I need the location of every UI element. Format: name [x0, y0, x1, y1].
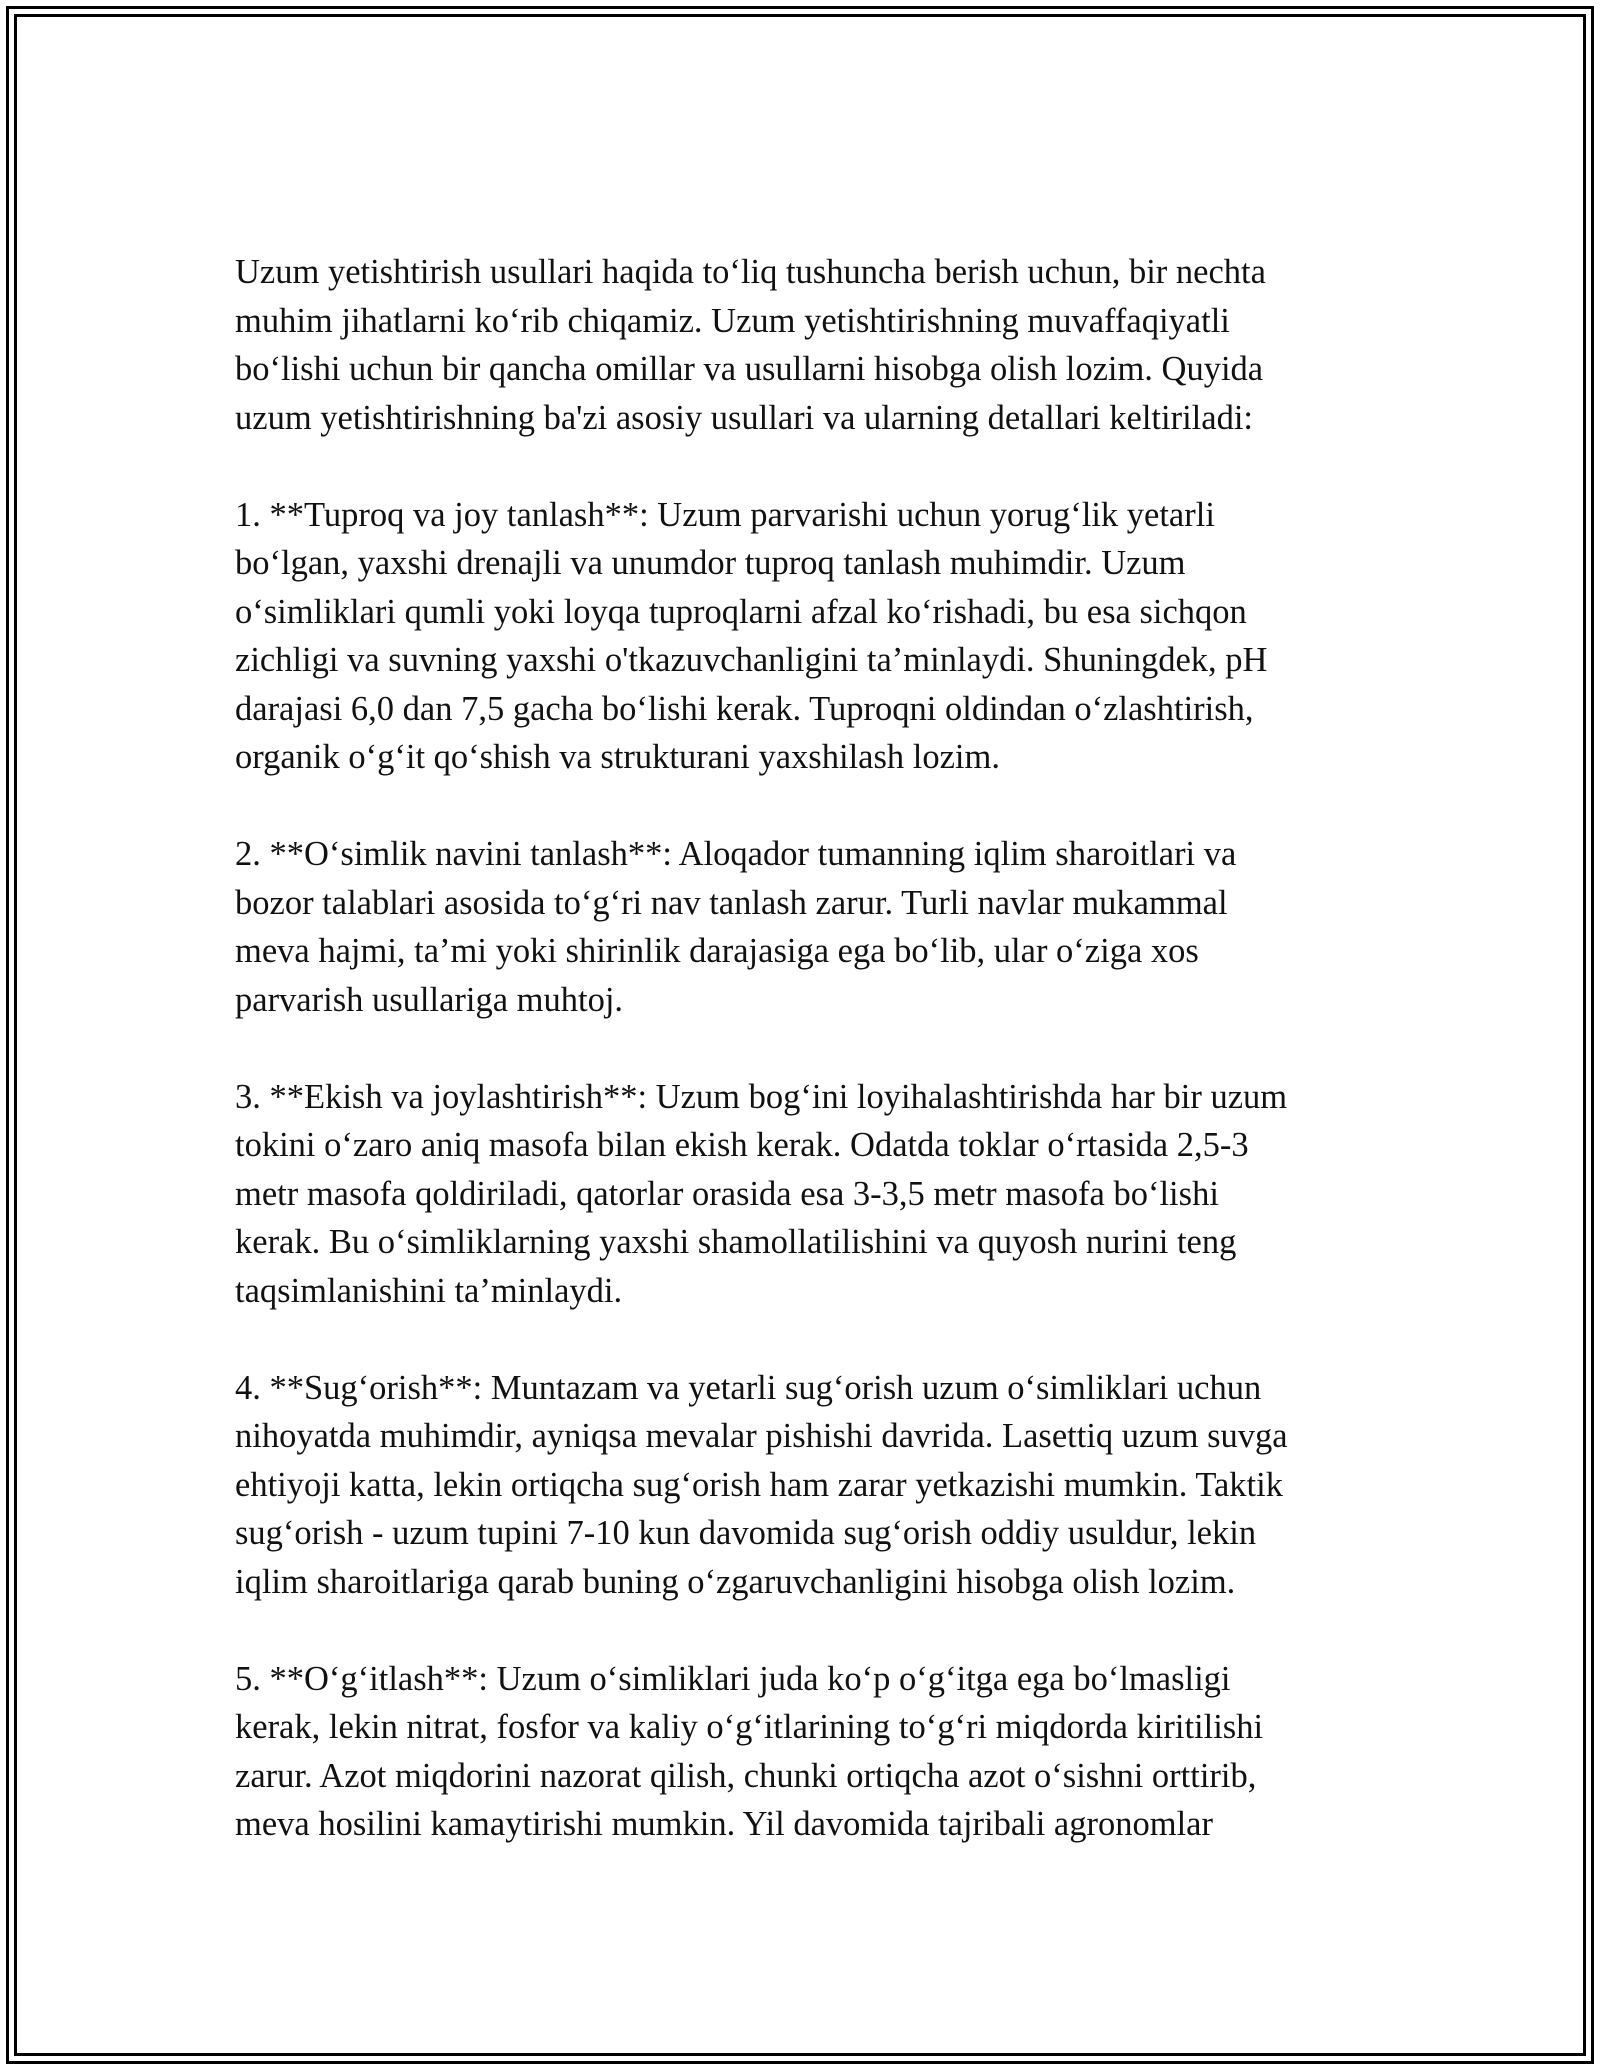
text-line: meva hajmi, ta’mi yoki shirinlik darajasiga ega bo‘lib, ular o‘ziga xos: [235, 932, 1199, 970]
text-line: kerak, lekin nitrat, fosfor va kaliy o‘g‘itlarining to‘g‘ri miqdorda kiritilishi: [235, 1708, 1264, 1746]
paragraph-fertilizing: [235, 1655, 1385, 1849]
text-line: 2. **O‘simlik navini tanlash**: Aloqador tumanning iqlim sharoitlari va: [235, 835, 1237, 873]
text-line: nihoyatda muhimdir, ayniqsa mevalar pishishi davrida. Lasettiq uzum suvga: [235, 1417, 1288, 1455]
paragraph-variety-selection: [235, 830, 1385, 1024]
text-line: organik o‘g‘it qo‘shish va strukturani yaxshilash lozim.: [235, 738, 1000, 776]
text-line: tokini o‘zaro aniq masofa bilan ekish kerak. Odatda toklar o‘rtasida 2,5-3: [235, 1126, 1249, 1164]
text-line: bozor talablari asosida to‘g‘ri nav tanlash zarur. Turli navlar mukammal: [235, 883, 1228, 922]
text-line: o‘simliklari qumli yoki loyqa tuproqlarni afzal ko‘rishadi, bu esa sichqon: [235, 592, 1247, 631]
text-line: ehtiyoji katta, lekin ortiqcha sug‘orish ham zarar yetkazishi mumkin. Taktik: [235, 1465, 1283, 1504]
text-line: 5. **O‘g‘itlash**: Uzum o‘simliklari juda ko‘p o‘g‘itga ega bo‘lmasligi: [235, 1659, 1231, 1698]
text-line: muhim jihatlarni ko‘rib chiqamiz. Uzum yetishtirishning muvaffaqiyatli: [235, 301, 1230, 340]
paragraph-planting: [235, 1073, 1385, 1316]
text-line: sug‘orish - uzum tupini 7-10 kun davomida sug‘orish oddiy usuldur, lekin: [235, 1514, 1257, 1552]
text-line: uzum yetishtirishning ba'zi asosiy usullari va ularning detallari keltiriladi:: [235, 398, 1253, 437]
text-line: 4. **Sug‘orish**: Muntazam va yetarli sug‘orish uzum o‘simliklari uchun: [235, 1368, 1262, 1407]
text-line: parvarish usullariga muhtoj.: [235, 980, 624, 1019]
document-body: [235, 248, 1385, 1849]
text-line: darajasi 6,0 dan 7,5 gacha bo‘lishi kerak. Tuproqni oldindan o‘zlashtirish,: [235, 689, 1254, 728]
text-line: kerak. Bu o‘simliklarning yaxshi shamollatilishini va quyosh nurini teng: [235, 1223, 1237, 1261]
text-line: bo‘lgan, yaxshi drenajli va unumdor tuproq tanlash muhimdir. Uzum: [235, 544, 1186, 582]
text-line: zarur. Azot miqdorini nazorat qilish, chunki ortiqcha azot o‘sishni orttirib,: [235, 1756, 1257, 1795]
paragraph-intro: [235, 248, 1385, 442]
text-line: meva hosilini kamaytirishi mumkin. Yil davomida tajribali agronomlar: [235, 1805, 1213, 1843]
text-line: Uzum yetishtirish usullari haqida to‘liq tushuncha berish uchun, bir nechta: [235, 253, 1266, 291]
text-line: bo‘lishi uchun bir qancha omillar va usullarni hisobga olish lozim. Quyida: [235, 350, 1264, 388]
text-line: 1. **Tuproq va joy tanlash**: Uzum parvarishi uchun yorug‘lik yetarli: [235, 495, 1215, 534]
text-line: iqlim sharoitlariga qarab buning o‘zgaruvchanligini hisobga olish lozim.: [235, 1562, 1236, 1601]
paragraph-soil-selection: [235, 491, 1385, 782]
text-line: taqsimlanishini ta’minlaydi.: [235, 1271, 623, 1310]
paragraph-irrigation: [235, 1364, 1385, 1607]
text-line: metr masofa qoldiriladi, qatorlar orasida esa 3-3,5 metr masofa bo‘lishi: [235, 1174, 1219, 1213]
text-line: zichligi va suvning yaxshi o'tkazuvchanligini ta’minlaydi. Shuningdek, pH: [235, 641, 1268, 679]
text-line: 3. **Ekish va joylashtirish**: Uzum bog‘ini loyihalashtirishda har bir uzum: [235, 1077, 1288, 1116]
